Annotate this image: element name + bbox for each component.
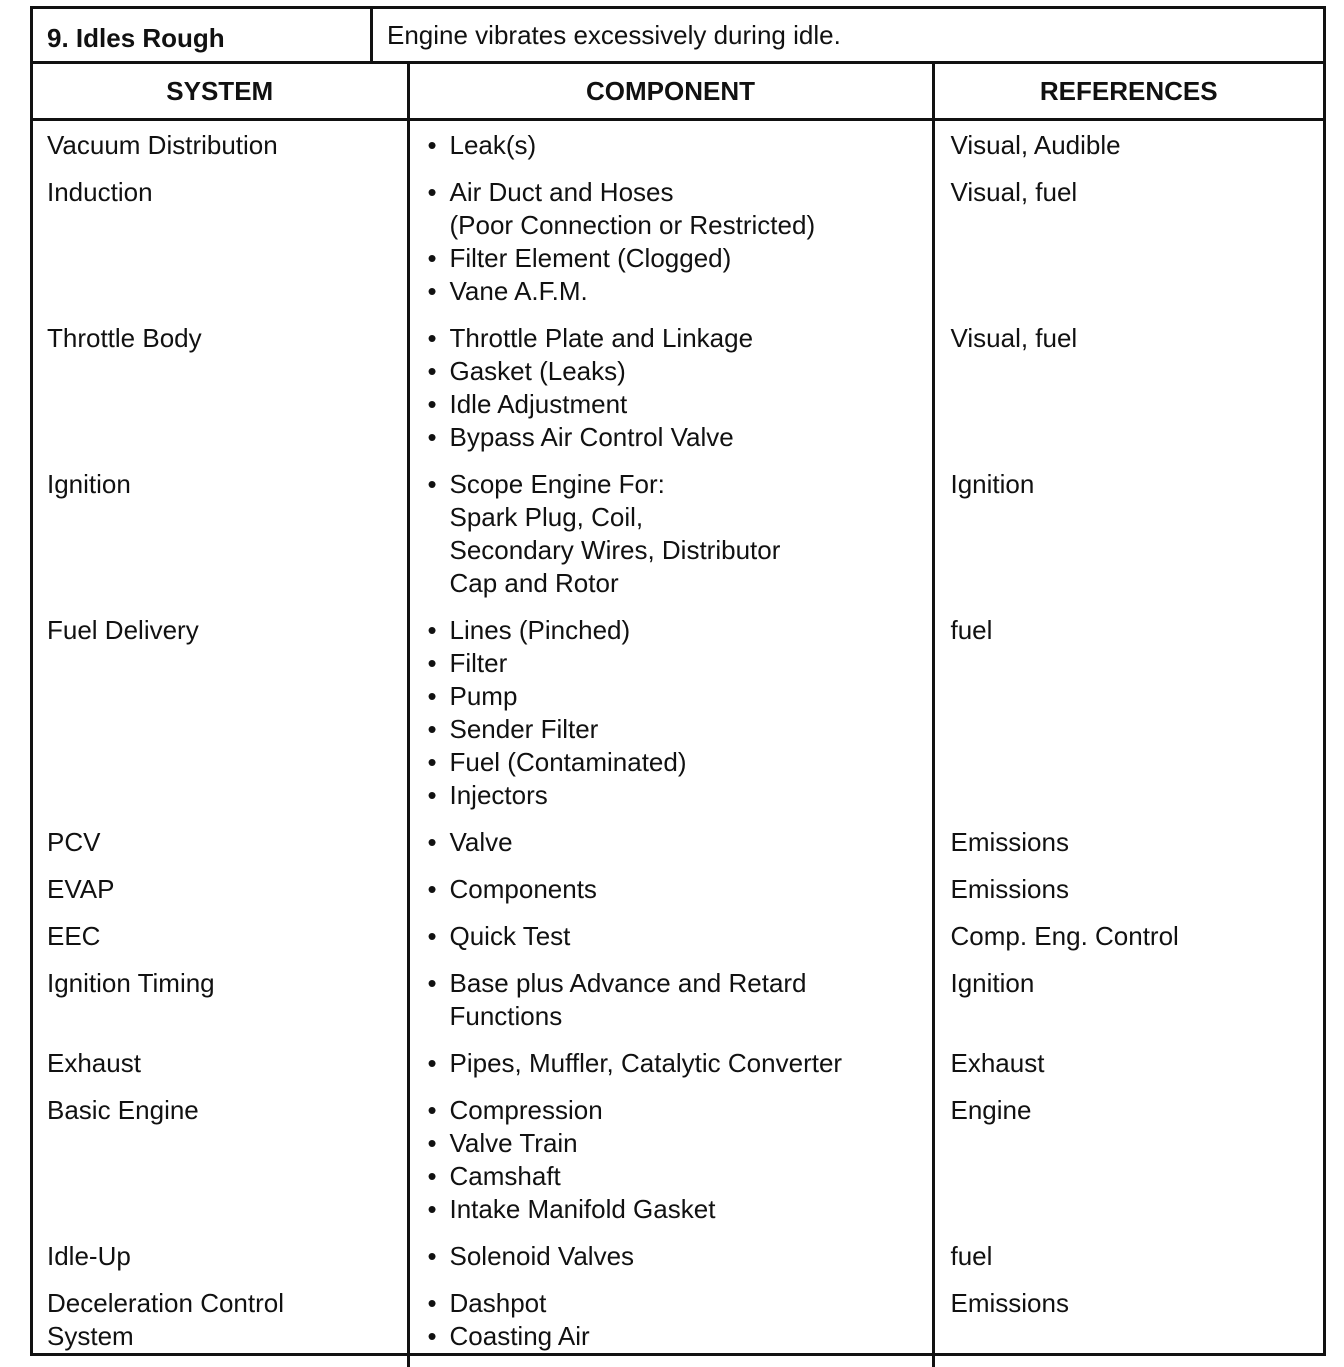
component-list — [426, 920, 932, 953]
table-row — [33, 322, 1323, 468]
component-item: Secondary Wires, Distributor — [426, 534, 932, 567]
component-list — [426, 468, 932, 600]
column-header-references: REFERENCES — [933, 64, 1323, 120]
component-item: • Fuel (Contaminated) — [426, 746, 932, 779]
system-cell — [33, 1047, 408, 1094]
reference-cell: Emissions — [933, 873, 1323, 920]
reference-cell: Comp. Eng. Control — [933, 920, 1323, 967]
component-item: • Pump — [426, 680, 932, 713]
component-cell — [408, 920, 933, 967]
system-cell — [33, 176, 408, 322]
component-item: • Throttle Plate and Linkage — [426, 322, 932, 355]
reference-cell: Ignition — [933, 468, 1323, 614]
component-item: • Vane A.F.M. — [426, 275, 932, 308]
component-cell — [408, 1094, 933, 1240]
symptom-description: Engine vibrates excessively during idle. — [373, 9, 1323, 61]
component-item: Functions — [426, 1000, 932, 1033]
component-cell — [408, 1240, 933, 1287]
component-list — [426, 873, 932, 906]
component-item: • Scope Engine For: — [426, 468, 932, 501]
component-cell — [408, 826, 933, 873]
table-row — [33, 1047, 1323, 1094]
table-row — [33, 967, 1323, 1047]
component-item: • Base plus Advance and Retard — [426, 967, 932, 1000]
system-name: Deceleration Control — [47, 1287, 407, 1320]
system-name: Throttle Body — [47, 322, 407, 355]
component-item: • Injectors — [426, 779, 932, 812]
component-item: • Gasket (Leaks) — [426, 355, 932, 388]
component-cell — [408, 873, 933, 920]
system-name: System — [47, 1320, 407, 1353]
component-item: • Valve Train — [426, 1127, 932, 1160]
component-item: • Intake Manifold Gasket — [426, 1193, 932, 1226]
reference-cell: Emissions — [933, 826, 1323, 873]
component-list — [426, 826, 932, 859]
table-row — [33, 826, 1323, 873]
system-cell — [33, 873, 408, 920]
component-cell — [408, 120, 933, 177]
table-row — [33, 873, 1323, 920]
table-row — [33, 1094, 1323, 1240]
component-list — [426, 614, 932, 812]
column-header-component: COMPONENT — [408, 64, 933, 120]
component-list — [426, 1287, 932, 1353]
table-row — [33, 1287, 1323, 1367]
system-cell — [33, 1094, 408, 1240]
component-list — [426, 1240, 932, 1273]
component-item: • Filter Element (Clogged) — [426, 242, 932, 275]
table-row — [33, 468, 1323, 614]
system-name: EVAP — [47, 873, 407, 906]
component-item: • Components — [426, 873, 932, 906]
reference-cell: fuel — [933, 1240, 1323, 1287]
system-name: Fuel Delivery — [47, 614, 407, 647]
component-item: • Air Duct and Hoses — [426, 176, 932, 209]
component-cell — [408, 967, 933, 1047]
system-name: Induction — [47, 176, 407, 209]
diagnostic-table-sheet — [30, 6, 1326, 1356]
component-item: • Compression — [426, 1094, 932, 1127]
system-cell — [33, 614, 408, 826]
table-row — [33, 614, 1323, 826]
column-header-system: SYSTEM — [33, 64, 408, 120]
component-item: • Coasting Air — [426, 1320, 932, 1353]
symptom-title: 9. Idles Rough — [33, 9, 373, 61]
component-cell — [408, 614, 933, 826]
system-name: Ignition Timing — [47, 967, 407, 1000]
system-name: EEC — [47, 920, 407, 953]
component-cell — [408, 1287, 933, 1367]
component-list — [426, 176, 932, 308]
system-name: Exhaust — [47, 1047, 407, 1080]
system-name: Idle-Up — [47, 1240, 407, 1273]
component-list — [426, 967, 932, 1033]
system-name: Ignition — [47, 468, 407, 501]
component-item: • Solenoid Valves — [426, 1240, 932, 1273]
system-name: Basic Engine — [47, 1094, 407, 1127]
reference-cell: Exhaust — [933, 1047, 1323, 1094]
component-item: • Camshaft — [426, 1160, 932, 1193]
reference-cell: Emissions — [933, 1287, 1323, 1367]
system-name: Vacuum Distribution — [47, 129, 407, 162]
table-body — [33, 120, 1323, 1367]
component-list — [426, 322, 932, 454]
table-row — [33, 920, 1323, 967]
system-name: PCV — [47, 826, 407, 859]
component-list — [426, 1047, 932, 1080]
system-cell — [33, 920, 408, 967]
reference-cell: Ignition — [933, 967, 1323, 1047]
component-item: • Idle Adjustment — [426, 388, 932, 421]
reference-cell: Engine — [933, 1094, 1323, 1240]
system-cell — [33, 322, 408, 468]
reference-cell: Visual, Audible — [933, 120, 1323, 177]
component-item: • Lines (Pinched) — [426, 614, 932, 647]
system-cell — [33, 826, 408, 873]
component-item: • Dashpot — [426, 1287, 932, 1320]
component-item: • Quick Test — [426, 920, 932, 953]
system-cell — [33, 967, 408, 1047]
component-item: • Valve — [426, 826, 932, 859]
component-list — [426, 129, 932, 162]
reference-cell: Visual, fuel — [933, 176, 1323, 322]
component-cell — [408, 468, 933, 614]
component-list — [426, 1094, 932, 1226]
system-cell — [33, 468, 408, 614]
system-cell — [33, 1240, 408, 1287]
table-row — [33, 120, 1323, 177]
reference-cell: fuel — [933, 614, 1323, 826]
component-cell — [408, 322, 933, 468]
reference-cell: Visual, fuel — [933, 322, 1323, 468]
column-header-row — [33, 64, 1323, 120]
table-row — [33, 1240, 1323, 1287]
diagnosis-table — [33, 64, 1323, 1367]
system-cell — [33, 1287, 408, 1367]
table-row — [33, 176, 1323, 322]
component-item: (Poor Connection or Restricted) — [426, 209, 932, 242]
component-item: Cap and Rotor — [426, 567, 932, 600]
component-item: • Bypass Air Control Valve — [426, 421, 932, 454]
component-item: • Sender Filter — [426, 713, 932, 746]
symptom-header — [33, 9, 1323, 64]
component-cell — [408, 1047, 933, 1094]
component-item: • Filter — [426, 647, 932, 680]
component-cell — [408, 176, 933, 322]
component-item: Spark Plug, Coil, — [426, 501, 932, 534]
system-cell — [33, 120, 408, 177]
component-item: • Pipes, Muffler, Catalytic Converter — [426, 1047, 932, 1080]
component-item: • Leak(s) — [426, 129, 932, 162]
